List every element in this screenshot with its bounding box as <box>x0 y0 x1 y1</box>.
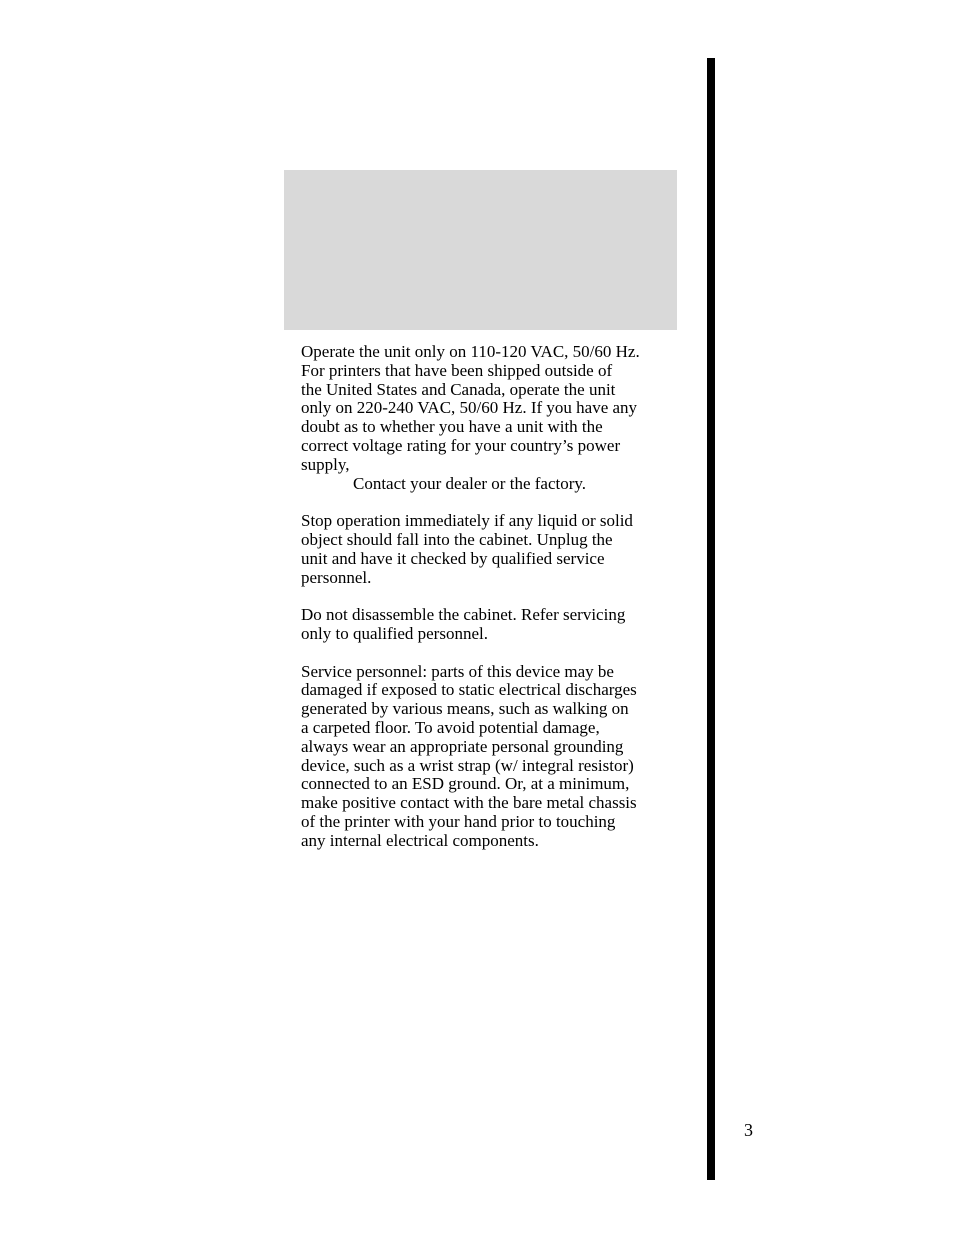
text-line: of the printer with your hand prior to touching <box>301 811 616 831</box>
vertical-rule <box>707 58 715 1180</box>
text-line: doubt as to whether you have a unit with the <box>301 417 603 437</box>
text-line: a carpeted floor. To avoid potential damage, <box>301 717 600 737</box>
text-line: For printers that have been shipped outside of <box>301 360 613 380</box>
text-line: generated by various means, such as walking on <box>301 699 629 719</box>
text-line: the United States and Canada, operate the unit <box>301 379 616 399</box>
text-line: make positive contact with the bare metal chassis <box>301 793 637 813</box>
text-line: supply, <box>301 454 350 474</box>
text-line: Service personnel: parts of this device may be <box>301 661 614 681</box>
text-line: any internal electrical components. <box>301 830 539 850</box>
gray-header-panel <box>284 170 677 330</box>
text-line: Stop operation immediately if any liquid or solid <box>301 511 633 531</box>
paragraph-disassemble <box>301 606 683 644</box>
text-line: device, such as a wrist strap (w/ integral resistor) <box>301 755 634 775</box>
text-line: unit and have it checked by qualified service <box>301 548 605 568</box>
paragraph-liquid <box>301 512 683 587</box>
contact-dealer-line: Contact your dealer or the factory. <box>353 473 587 493</box>
safety-text-body <box>301 343 683 869</box>
text-line: always wear an appropriate personal grounding <box>301 736 624 756</box>
text-line: object should fall into the cabinet. Unplug the <box>301 529 613 549</box>
text-line: only on 220-240 VAC, 50/60 Hz. If you have any <box>301 398 638 418</box>
paragraph-power <box>301 343 683 493</box>
page-number: 3 <box>744 1120 753 1140</box>
text-line: Do not disassemble the cabinet. Refer servicing <box>301 605 626 625</box>
text-line: damaged if exposed to static electrical discharges <box>301 680 637 700</box>
text-line: only to qualified personnel. <box>301 623 488 643</box>
text-line: correct voltage rating for your country’s power <box>301 435 621 455</box>
paragraph-esd <box>301 663 683 851</box>
text-line: personnel. <box>301 567 372 587</box>
text-line: Operate the unit only on 110-120 VAC, 50/60 Hz. <box>301 342 640 361</box>
text-line: connected to an ESD ground. Or, at a minimum, <box>301 774 630 794</box>
